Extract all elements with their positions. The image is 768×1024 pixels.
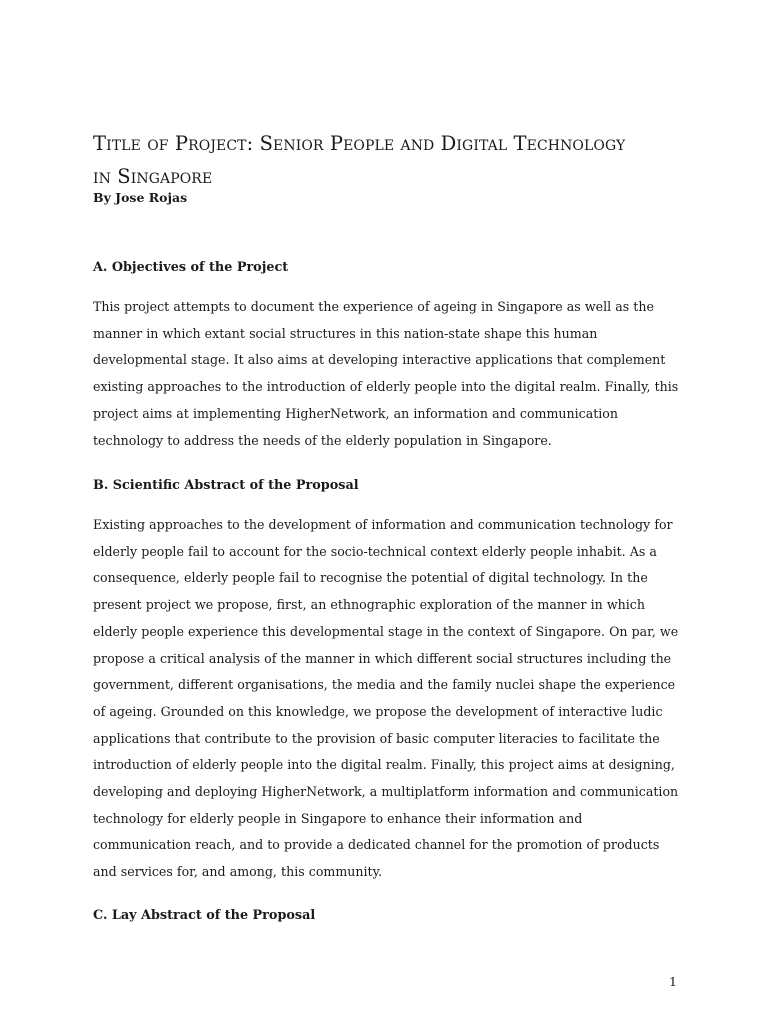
- section-heading-lay-abstract: C. Lay Abstract of the Proposal: [93, 908, 316, 923]
- section-heading-objectives: A. Objectives of the Project: [93, 260, 289, 275]
- page-number: 1: [669, 974, 677, 989]
- section-heading-scientific-abstract: B. Scientific Abstract of the Proposal: [93, 478, 359, 493]
- title-line-2: in Singapore: [93, 165, 213, 188]
- section-body-scientific-abstract: Existing approaches to the development of information and communication technology for elderly people fail to account for the socio-technical context elderly people inhabit. As a consequence, elderly people fail to recognise the potential of digital technology. In the present project we propose, first, an ethnographic exploration of the manner in which elderly people experience this developmental stage in the context of Singapore. On par, we propose a critical analysis of the manner in which different social structures including the government, different organisations, the media and the family nuclei shape the experience of ageing. Grounded on this knowledge, we propose the development of interactive ludic applications that contribute to the provision of basic computer literacies to facilitate the introduction of elderly people into the digital realm. Finally, this project aims at designing, developing and deploying HigherNetwork, a multiplatform information and communication technology for elderly people in Singapore to enhance their information and communication reach, and to provide a dedicated channel for the promotion of products and services for, and among, this community.: [93, 517, 679, 880]
- title-line-1: Title of Project: Senior People and Digital Technology: [93, 132, 626, 155]
- section-body-objectives: This project attempts to document the experience of ageing in Singapore as well as the manner in which extant social structures in this nation-state shape this human developmental stage. It also aims at developing interactive applications that complement existing approaches to the introduction of elderly people into the digital realm. Finally, this project aims at implementing HigherNetwork, an information and communication technology to address the needs of the elderly population in Singapore.: [93, 299, 679, 448]
- document-title: [93, 127, 693, 193]
- author-byline: By Jose Rojas: [93, 190, 188, 205]
